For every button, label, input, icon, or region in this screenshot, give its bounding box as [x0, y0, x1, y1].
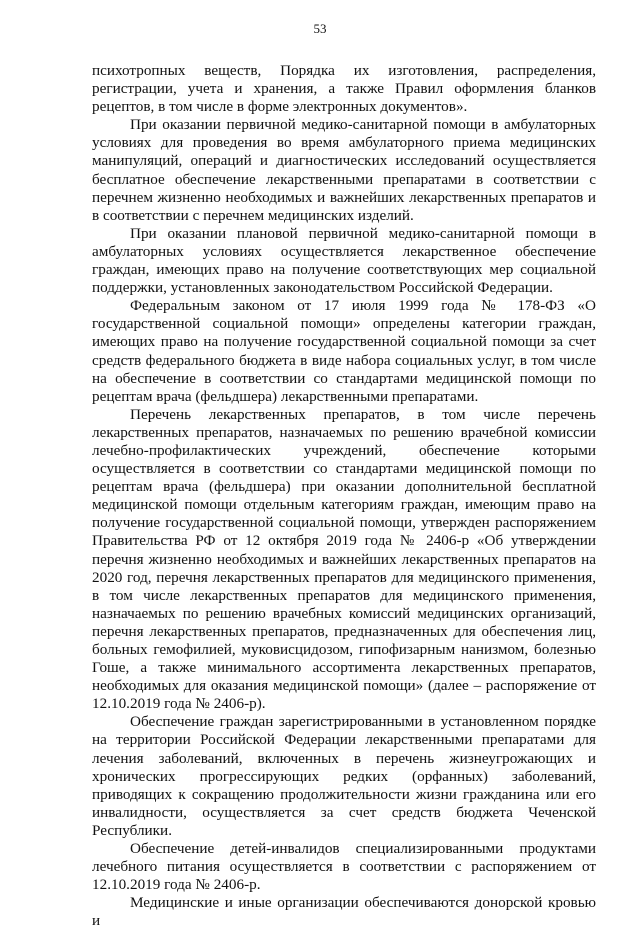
paragraph-primary-care-free-medicines: При оказании первичной медико-санитарной помощи в амбулаторных условиях для проведения во время амбулаторного приема медицинских манипуляций, операций и диагностических исследований осуществляется бесплатное обеспечение лекарственными препаратами в соответствии с перечнем жизненно необходимых и важнейших лекарственных препаратов и в соответствии с перечнем медицинских изделий.	[92, 116, 596, 224]
paragraph-medicines-list: Перечень лекарственных препаратов, в том числе перечень лекарственных препаратов, назначаемых по решению врачебной комиссии лечебно-профилактических учреждений, обеспечение которыми осуществляется в соответствии со стандартами медицинской помощи по рецептам врача (фельдшера) при оказании дополнительной бесплатной медицинской помощи отдельным категориям граждан, имеющим право на получение государственной социальной помощи, утвержден распоряжением Правительства РФ от 12 октября 2019 года № 2406-р «Об утверждении перечня жизненно необходимых и важнейших лекарственных препаратов на 2020 год, перечня лекарственных препаратов для медицинского применения, в том числе лекарственных препаратов для медицинского применения, назначаемых по решению врачебных комиссий медицинских организаций, перечня лекарственных препаратов, предназначенных для обеспечения лиц, больных гемофилией, муковисцидозом, гипофизарным нанизмом, болезнью Гоше, а также минимального ассортимента лекарственных препаратов, необходимых для оказания медицинской помощи» (далее – распоряжение от 12.10.2019 года № 2406-р).	[92, 405, 596, 713]
paragraph-planned-primary-care: При оказании плановой первичной медико-санитарной помощи в амбулаторных условиях осуществляется лекарственное обеспечение граждан, имеющих право на получение соответствующих мер социальной поддержки, установленных законодательством Российской Федерации.	[92, 224, 596, 297]
paragraph-federal-law-178: Федеральным законом от 17 июля 1999 года № 178-ФЗ «О государственной социальной помощи» определены категории граждан, имеющих право на получение государственной социальной помощи за счет средств федерального бюджета в виде набора социальных услуг, в том числе на обеспечение в соответствии со стандартами медицинской помощи по рецептам врача (фельдшера) лекарственными препаратами.	[92, 297, 596, 405]
paragraph-donor-blood: Медицинские и иные организации обеспечиваются донорской кровью и	[92, 894, 596, 930]
document-body	[92, 62, 596, 931]
paragraph-orphan-diseases: Обеспечение граждан зарегистрированными в установленном порядке на территории Российской Федерации лекарственными препаратами для лечения заболеваний, включенных в перечень жизнеугрожающих и хронических прогрессирующих редких (орфанных) заболеваний, приводящих к сокращению продолжительности жизни гражданина или его инвалидности, осуществляется за счет средств бюджета Чеченской Республики.	[92, 713, 596, 839]
page-number: 53	[313, 21, 327, 36]
paragraph-disabled-children-nutrition: Обеспечение детей-инвалидов специализированными продуктами лечебного питания осуществляется в соответствии с распоряжением от 12.10.2019 года № 2406-р.	[92, 840, 596, 894]
paragraph-continuation: психотропных веществ, Порядка их изготовления, распределения, регистрации, учета и хранения, а также Правил оформления бланков рецептов, в том числе в форме электронных документов».	[92, 62, 596, 116]
